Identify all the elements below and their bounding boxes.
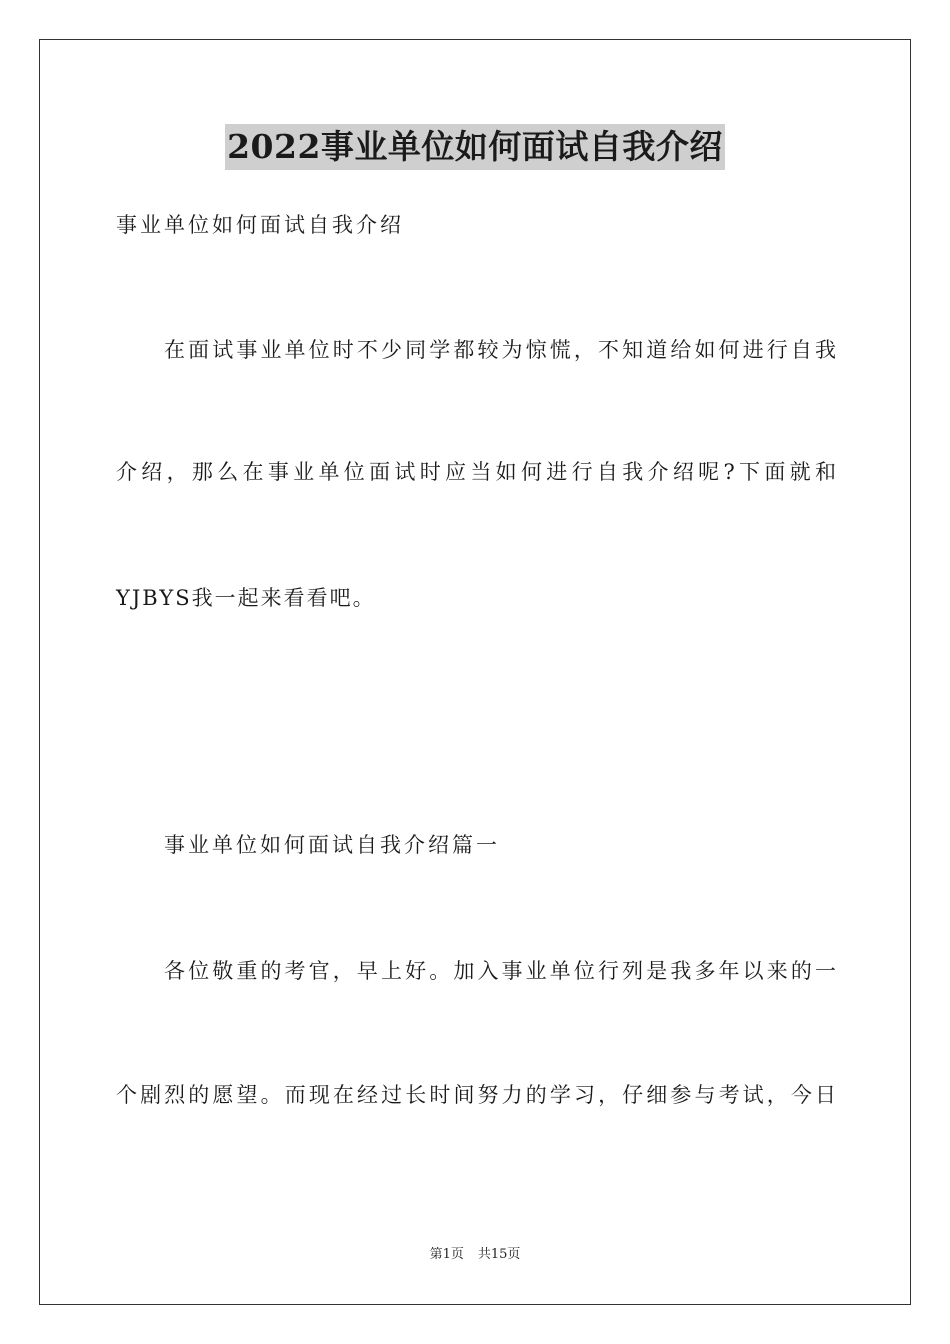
document-title: 2022事业单位如何面试自我介绍 (225, 124, 725, 170)
page-number: 第1页 (429, 1247, 464, 1262)
paragraph-1-line-1: 在面试事业单位时不少同学都较为惊慌，不知道给如何进行自我 (164, 338, 836, 362)
page-footer (0, 1246, 950, 1264)
paragraph-1-line-3: YJBYS我一起来看看吧。 (116, 586, 376, 610)
paragraph-2-line-2: 个剧烈的愿望。而现在经过长时间努力的学习，仔细参与考试，今日 (116, 1083, 836, 1107)
title-container (0, 124, 950, 170)
section-heading: 事业单位如何面试自我介绍篇一 (164, 833, 500, 857)
total-pages: 共15页 (477, 1247, 521, 1262)
paragraph-1-line-2: 介绍，那么在事业单位面试时应当如何进行自我介绍呢?下面就和 (116, 460, 836, 484)
paragraph-2-line-1: 各位敬重的考官，早上好。加入事业单位行列是我多年以来的一 (164, 959, 836, 983)
document-subtitle: 事业单位如何面试自我介绍 (116, 213, 404, 237)
